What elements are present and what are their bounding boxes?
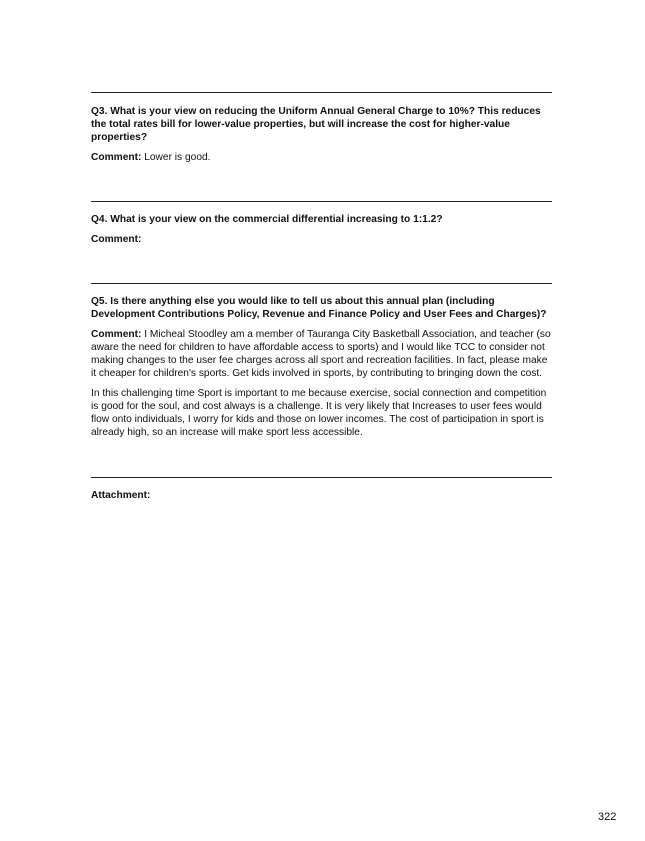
comment-text: Lower is good. (144, 152, 211, 163)
comment-label: Comment: (91, 234, 142, 245)
comment-paragraph: In this challenging time Sport is important to me because exercise, social connection and competition is good for the soul, and cost always is a challenge. It is very likely that Increases to user fees would flow onto individuals, I worry for kids and those on lower incomes. The cost of participation in sport is already high, so an increase will make sport less accessible. (91, 388, 547, 438)
comment-q4 (91, 233, 552, 246)
question-q5: Q5. Is there anything else you would like to tell us about this annual plan (including Development Contributions Policy, Revenue and Finance Policy and User Fees and Charges)? (91, 296, 547, 320)
comment-q3 (91, 151, 552, 164)
page-number: 322 (598, 811, 617, 823)
section-divider (91, 283, 552, 284)
section-divider (91, 201, 552, 202)
question-q4: Q4. What is your view on the commercial differential increasing to 1:1.2? (91, 214, 443, 225)
comment-label: Comment: (91, 152, 142, 163)
question-q3: Q3. What is your view on reducing the Uniform Annual General Charge to 10%? This reduces the total rates bill for lower-value properties, but will increase the cost for higher-value properties? (91, 106, 541, 143)
comment-label: Comment: (91, 329, 142, 340)
comment-text: I Micheal Stoodley am a member of Tauranga City Basketball Association, and teacher (so aware the need for children to have affordable access to sports) and I would like TCC to consider not making changes to the user fee charges across all sport and recreation facilities. In fact, please make it cheaper for children's sports. Get kids involved in sports, by contributing to bringing down the cost. (91, 329, 551, 379)
section-divider (91, 92, 552, 93)
document-body (91, 92, 552, 502)
section-divider (91, 477, 552, 478)
comment-q5 (91, 328, 552, 380)
attachment-label: Attachment: (91, 490, 151, 501)
